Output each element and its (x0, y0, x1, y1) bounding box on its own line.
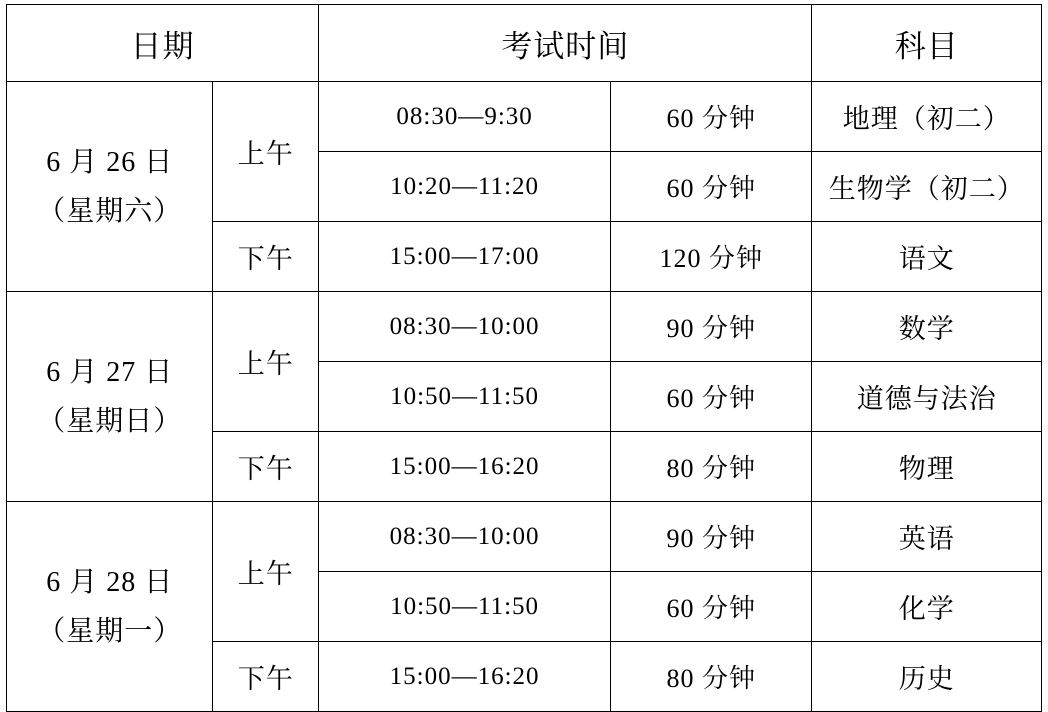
date-cell-day2 (7, 292, 213, 502)
date-cell-day3 (7, 502, 213, 712)
subject-cell: 物理 (812, 432, 1042, 502)
subject-cell: 数学 (812, 292, 1042, 362)
date-line1: 6 月 28 日 (46, 566, 174, 598)
subject-cell: 语文 (812, 222, 1042, 292)
subject-cell: 生物学（初二） (812, 152, 1042, 222)
date-line2: （星期六） (37, 195, 183, 227)
duration-cell: 60 分钟 (611, 572, 812, 642)
time-cell: 08:30—10:00 (319, 292, 611, 362)
table-row (7, 82, 1042, 152)
date-line2: （星期一） (37, 615, 183, 647)
time-cell: 10:20—11:20 (319, 152, 611, 222)
date-cell-day1 (7, 82, 213, 292)
header-subject: 科目 (812, 5, 1042, 82)
date-line1: 6 月 26 日 (46, 146, 174, 178)
half-cell-day2-morning: 上午 (213, 292, 319, 432)
duration-cell: 80 分钟 (611, 642, 812, 712)
half-cell-day3-afternoon: 下午 (213, 642, 319, 712)
table-body (7, 82, 1042, 712)
date-line2: （星期日） (37, 405, 183, 437)
date-line1: 6 月 27 日 (46, 356, 174, 388)
exam-schedule-table (6, 4, 1042, 712)
header-date: 日期 (7, 5, 319, 82)
table-row (7, 292, 1042, 362)
duration-cell: 80 分钟 (611, 432, 812, 502)
time-cell: 15:00—16:20 (319, 432, 611, 502)
table-header (7, 5, 1042, 82)
time-cell: 10:50—11:50 (319, 572, 611, 642)
table-row (7, 502, 1042, 572)
header-row (7, 5, 1042, 82)
duration-cell: 90 分钟 (611, 502, 812, 572)
duration-cell: 60 分钟 (611, 362, 812, 432)
time-cell: 15:00—16:20 (319, 642, 611, 712)
time-cell: 15:00—17:00 (319, 222, 611, 292)
time-cell: 08:30—9:30 (319, 82, 611, 152)
time-cell: 10:50—11:50 (319, 362, 611, 432)
time-cell: 08:30—10:00 (319, 502, 611, 572)
subject-cell: 地理（初二） (812, 82, 1042, 152)
subject-cell: 英语 (812, 502, 1042, 572)
header-exam-time: 考试时间 (319, 5, 812, 82)
subject-cell: 历史 (812, 642, 1042, 712)
half-cell-day1-afternoon: 下午 (213, 222, 319, 292)
half-cell-day3-morning: 上午 (213, 502, 319, 642)
duration-cell: 120 分钟 (611, 222, 812, 292)
subject-cell: 化学 (812, 572, 1042, 642)
subject-cell: 道德与法治 (812, 362, 1042, 432)
half-cell-day1-morning: 上午 (213, 82, 319, 222)
half-cell-day2-afternoon: 下午 (213, 432, 319, 502)
duration-cell: 60 分钟 (611, 82, 812, 152)
duration-cell: 60 分钟 (611, 152, 812, 222)
duration-cell: 90 分钟 (611, 292, 812, 362)
